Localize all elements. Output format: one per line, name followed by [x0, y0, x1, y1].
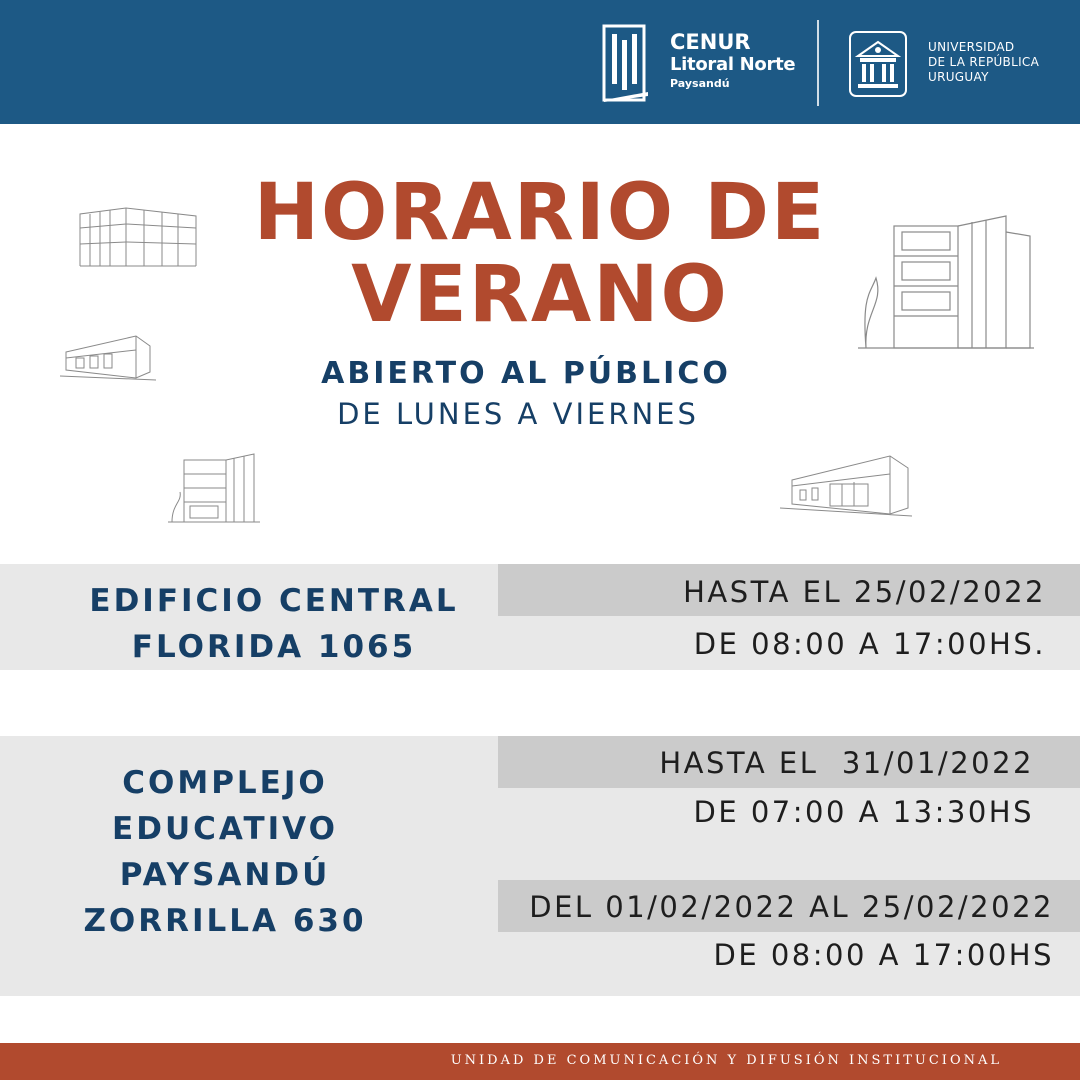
cenur-city: Paysandú: [670, 77, 730, 90]
udelar-line-2: DE LA REPÚBLICA: [928, 55, 1040, 69]
footer-text: UNIDAD DE COMUNICACIÓN Y DIFUSIÓN INSTITUCIONAL: [450, 1053, 1002, 1068]
udelar-line-1: UNIVERSIDAD: [928, 40, 1015, 54]
location-name-line: EDUCATIVO: [112, 811, 338, 847]
schedule-period: HASTA EL 31/01/2022: [659, 746, 1034, 780]
header-divider: [817, 20, 819, 106]
schedule-hours: DE 07:00 A 13:30HS: [693, 795, 1034, 829]
udelar-seal-icon: [848, 30, 908, 98]
cenur-title: CENUR: [670, 30, 751, 54]
cenur-subtitle: Litoral Norte: [670, 54, 796, 75]
location-name-edificio-central: [74, 578, 474, 670]
cenur-wordmark: [670, 30, 795, 92]
location-name-line: COMPLEJO: [122, 765, 328, 801]
schedule-period: HASTA EL 25/02/2022: [683, 575, 1046, 609]
footer-bar: [0, 1043, 1080, 1080]
location-name-line: PAYSANDÚ: [119, 857, 331, 893]
schedule-period: DEL 01/02/2022 AL 25/02/2022: [529, 890, 1054, 924]
udelar-wordmark: [928, 40, 1039, 85]
location-name-complejo-educativo: [70, 760, 380, 944]
page-title-line-2: VERANO: [351, 250, 729, 340]
header-bar: [0, 0, 1080, 124]
schedule-hours: DE 08:00 A 17:00HS: [713, 938, 1054, 972]
subtitle-weekdays: DE LUNES A VIERNES: [337, 397, 699, 431]
subtitle-open-to-public: ABIERTO AL PÚBLICO: [321, 356, 731, 391]
page-title-line-1: HORARIO DE: [253, 168, 827, 258]
building-sketch-icon: [780, 452, 912, 522]
schedule-hours: DE 08:00 A 17:00HS.: [693, 627, 1046, 661]
location-address-line: FLORIDA 1065: [131, 629, 417, 665]
udelar-line-3: URUGUAY: [928, 70, 989, 84]
location-name-line: EDIFICIO CENTRAL: [89, 583, 459, 619]
location-address-line: ZORRILLA 630: [83, 903, 367, 939]
building-sketch-icon: [168, 452, 260, 526]
cenur-logo-icon: [602, 24, 650, 102]
